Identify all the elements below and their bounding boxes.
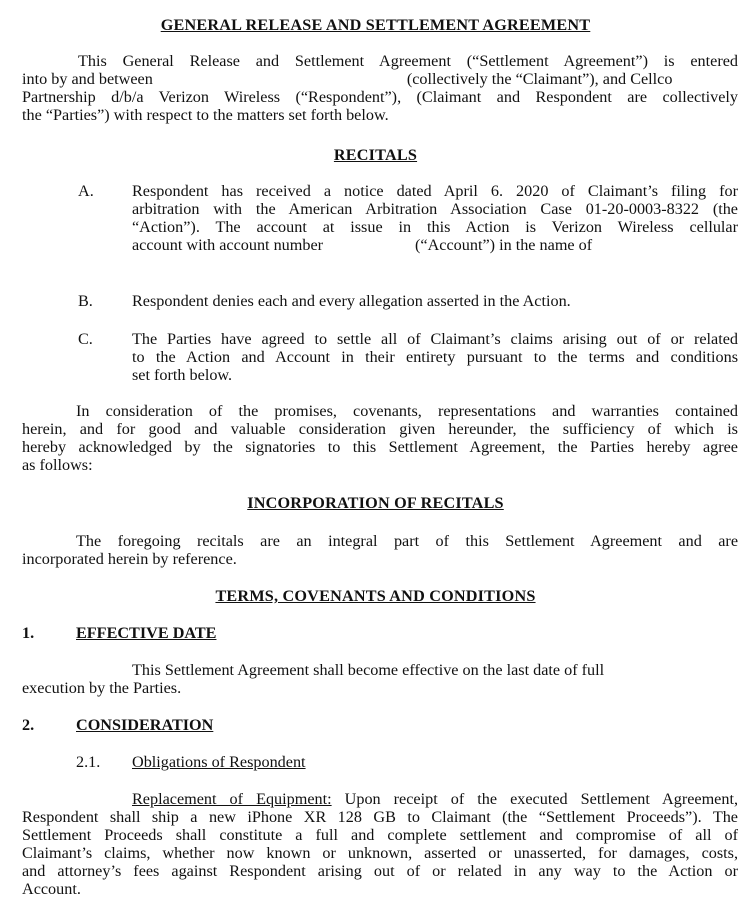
- incorporation-paragraph: [22, 532, 738, 568]
- consideration-line: hereby acknowledged by the signatories to this Settlement Agreement, the Parties hereby agree: [22, 438, 738, 456]
- recital-line: set forth below.: [132, 366, 233, 384]
- consideration-line: herein, and for good and valuable consideration given hereunder, the sufficiency of which is: [22, 420, 738, 438]
- obligations-line: Respondent shall ship a new iPhone XR 128 GB to Claimant (the “Settlement Proceeds”). The: [22, 808, 738, 826]
- recital-line: arbitration with the American Arbitration Association Case 01-20-0003-8322 (the: [132, 200, 738, 218]
- recital-a-text: [132, 182, 738, 254]
- recital-line: Respondent has received a notice dated April 6. 2020 of Claimant’s filing for: [132, 182, 738, 200]
- obligations-line: Account.: [22, 880, 81, 898]
- consideration-line: In consideration of the promises, covenants, representations and warranties contained: [76, 402, 738, 420]
- recital-line-part: (“Account”) in the name of: [415, 236, 593, 254]
- recital-line: “Action”). The account at issue in this Action is Verizon Wireless cellular: [132, 218, 738, 236]
- recital-line-part: account with account number: [132, 236, 324, 254]
- intro-line: This General Release and Settlement Agreement (“Settlement Agreement”) is entered: [78, 52, 738, 70]
- subsection-number: 2.1.: [76, 753, 101, 771]
- recital-line: The Parties have agreed to settle all of Claimant’s claims arising out of or related: [132, 330, 738, 348]
- recital-letter: A.: [78, 182, 94, 200]
- intro-line-part: into by and between: [22, 70, 153, 88]
- recital-b-text: [132, 292, 738, 310]
- incorporation-heading: INCORPORATION OF RECITALS: [247, 494, 504, 512]
- section-number: 1.: [22, 624, 35, 642]
- recital-letter: C.: [78, 330, 93, 348]
- terms-heading: TERMS, COVENANTS AND CONDITIONS: [215, 587, 536, 605]
- obligations-paragraph: [22, 790, 738, 898]
- section-heading: EFFECTIVE DATE: [76, 624, 217, 642]
- obligations-line: Claimant’s claims, whether now known or unknown, asserted or unasserted, for damages, costs,: [22, 844, 738, 862]
- consideration-line: as follows:: [22, 456, 93, 474]
- section-heading: CONSIDERATION: [76, 716, 214, 734]
- intro-paragraph: [22, 52, 738, 124]
- intro-line: Partnership d/b/a Verizon Wireless (“Respondent”), (Claimant and Respondent are collectively: [22, 88, 738, 106]
- subsection-title: Obligations of Respondent: [132, 753, 306, 771]
- incorporation-line: incorporated herein by reference.: [22, 550, 237, 568]
- intro-line: [22, 70, 738, 88]
- recitals-heading: RECITALS: [333, 146, 418, 164]
- recital-c-text: [132, 330, 738, 384]
- obligations-line: and attorney’s fees against Respondent arising out of or related in any way to the Action or: [22, 862, 738, 880]
- recital-line: Respondent denies each and every allegation asserted in the Action.: [132, 292, 571, 310]
- section-number: 2.: [22, 716, 35, 734]
- document-title: GENERAL RELEASE AND SETTLEMENT AGREEMENT: [160, 16, 591, 34]
- recital-letter: B.: [78, 292, 93, 310]
- recital-line: [132, 236, 738, 254]
- effective-line: execution by the Parties.: [22, 679, 182, 697]
- intro-line-part: (collectively the “Claimant”), and Cellco: [406, 70, 673, 88]
- replacement-lead: Replacement of Equipment:: [132, 790, 332, 808]
- effective-line: This Settlement Agreement shall become effective on the last date of full: [132, 661, 605, 679]
- obligations-line: Settlement Proceeds shall constitute a full and complete settlement and compromise of all of: [22, 826, 738, 844]
- consideration-paragraph: [22, 402, 738, 474]
- incorporation-line: The foregoing recitals are an integral part of this Settlement Agreement and are: [76, 532, 738, 550]
- obligations-line-part: Upon receipt of the executed Settlement Agreement,: [344, 790, 738, 808]
- intro-line: the “Parties”) with respect to the matters set forth below.: [22, 106, 389, 124]
- obligations-line: [22, 790, 738, 808]
- effective-date-paragraph: [22, 661, 738, 697]
- recital-line: to the Action and Account in their entirety pursuant to the terms and conditions: [132, 348, 738, 366]
